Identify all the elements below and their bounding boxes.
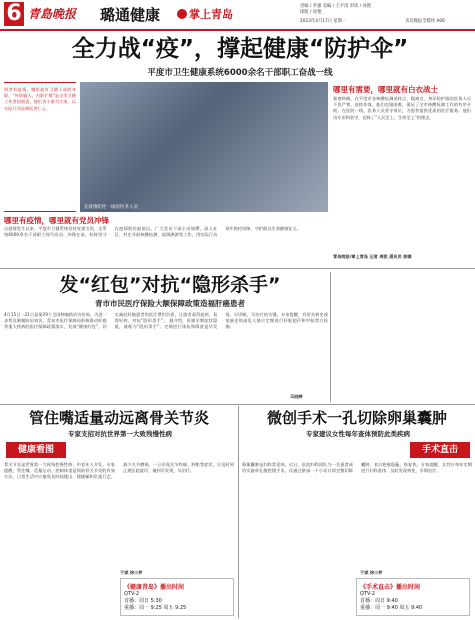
story4-box-title: 《手术直击》播出时间: [360, 584, 421, 591]
editor-line-1: 责编 / 李强 美编 / 王平清 审读 / 孙艳: [300, 4, 372, 9]
story3-box-time1: 首播：周日 5:30: [124, 598, 162, 604]
story2-body-p2: 据介绍，肝癌早期症状隐匿，被称为“隐形杀手”。定期进行体检和筛查是早发现、早诊断、早治疗的关键。专家提醒，有肝炎病史或家族史的高危人群应定期进行肝脏超声和甲胎蛋白检测。: [114, 312, 328, 330]
story1-reporter: 青岛晚报/掌上青岛 记者 周凯 通讯员 徐娜: [333, 254, 412, 259]
story4-tag: 手术直击: [410, 442, 470, 458]
photo-caption: 在疫情防控一线的医务人员: [84, 205, 138, 210]
column-divider-2: [238, 406, 239, 618]
story2-reporter: 马晓婷: [290, 394, 303, 399]
story1-intro-box: 明者有疫情，哪里就有卫健干部的身影。“外防输入，内防扩散”是全市卫健工作者的职责，他们舍小家为大家，以实际行动诠释医者仁心。: [4, 82, 76, 212]
story2-body-p1: 4月15日一21日是第29个全国肿瘤防治宣传周。为进一步普及肿瘤防治知识，青岛市医疗保障局积极推动肝癌等重大疾病的医疗保障政策落实，发放“健康红包”，切实减轻肝癌患者的医疗费用负担，让患者看得起病、看得好病，对抗“隐形杀手”。: [4, 312, 218, 330]
story4-box-time2: 重播：周一 9:40 周五 9:40: [360, 605, 423, 611]
story3-broadcast-box: [120, 578, 234, 616]
publication-date: 2023年4月17日 星期一: [300, 19, 347, 24]
edition-code: 青岛晚报全媒体 A06: [405, 19, 445, 24]
column-divider: [330, 272, 331, 402]
app-badge-label: 掌上青岛: [189, 8, 233, 21]
page-number: 6: [4, 2, 24, 26]
story3-box-title: 《健康青岛》播出时间: [124, 584, 185, 591]
app-badge: [177, 6, 233, 22]
divider-1: [0, 268, 475, 269]
newspaper-name: 青島晚报: [28, 7, 77, 21]
story1-right-body: 春寒料峭，在平度市各核酸检测采样点、隔离点，身穿防护服的医务人员不畏严寒，连续作战。他们克服困难，保证了全市核酸检测工作的有序开展。在医院一线，医务人员坚守岗位，为患者提供优质的医疗服务。他们用专业和坚守，诠释了“人民至上、生命至上”的理念。: [333, 96, 471, 120]
story1-section1-head: 哪里有疫情，哪里就有党员冲锋: [4, 216, 109, 225]
story4-body: 卵巢囊肿是妇科常见病。近日，医院妇科团队为一名患者成功实施单孔腹腔镜手术，仅通过脐部一个小切口即完整切除囊肿，术后疤痕隐蔽，恢复快。专家提醒，女性应每年定期进行妇科查体，及时发现病变，早期治疗。: [242, 462, 472, 474]
header-rule: [0, 29, 475, 31]
story3-box-channel: QTV-2: [124, 591, 140, 597]
story3-reporter: 于斌 徐小梦: [120, 570, 143, 575]
story3-body: 骨关节炎是世界第一大致残性慢性病，中老年人多发。专家提醒，管住嘴、适量运动、控制体重是预防骨关节炎的有效方法。日常生活中应避免长时间爬山、爬楼梯和负重行走，减少关节磨损。一旦出现关节疼痛、肿胀等症状，应及时到正规医院就诊，做到早发现、早治疗。: [4, 462, 234, 480]
story1-right-head: 哪里有需要，哪里就有白衣战士: [333, 85, 438, 94]
story3-subtitle: 专家支招对抗世界第一大致残慢性病: [68, 430, 172, 438]
divider-2: [0, 404, 475, 405]
app-logo-icon: [177, 9, 187, 19]
story2-body: [4, 312, 328, 400]
story1-subtitle: 平度市卫生健康系统6000余名干部职工奋战一线: [147, 68, 333, 78]
story3-tag: 健康看图: [6, 442, 66, 458]
story3-title: 管住嘴适量动远离骨关节炎: [28, 409, 209, 427]
section-name: 璐通健康: [100, 6, 161, 24]
editor-line-2: 排版 / 孙艳: [300, 10, 322, 15]
story3-box-time2: 重播：周一 9:25 周五 9:25: [124, 605, 187, 611]
story2-subtitle: 青市市民医疗保险大额保障政策造福肝癌患者: [95, 299, 245, 308]
story4-broadcast-box: [356, 578, 470, 616]
story4-subtitle: 专家建议女性每年查体预防此类疾病: [306, 430, 410, 438]
story1-title: 全力战“疫”，撑起健康“防护伞”: [71, 36, 409, 62]
story4-box-channel: QTV-2: [360, 591, 376, 597]
story1-section1-body: 自疫情发生以来，平度市卫健系统坚持党建引领，全系统6000余名干部职工闻令而动、冲锋在前，始终坚守在疫情防控最前沿。广大党员干部主动请缨，深入社区、村庄开展核酸检测、流调溯源等工作，用实际行动筑牢防控屏障，守护群众生命健康安全。: [4, 226, 301, 238]
page-header: [0, 0, 475, 30]
story4-box-time1: 首播：周日 9:40: [360, 598, 398, 604]
story2-title: 发“红包”对抗“隐形杀手”: [59, 274, 281, 296]
editor-info: [300, 4, 371, 16]
story4-reporter: 于斌 徐小梦: [360, 570, 383, 575]
story1-photo: [80, 82, 328, 212]
story4-title: 微创手术一孔切除卵巢囊肿: [266, 409, 447, 427]
